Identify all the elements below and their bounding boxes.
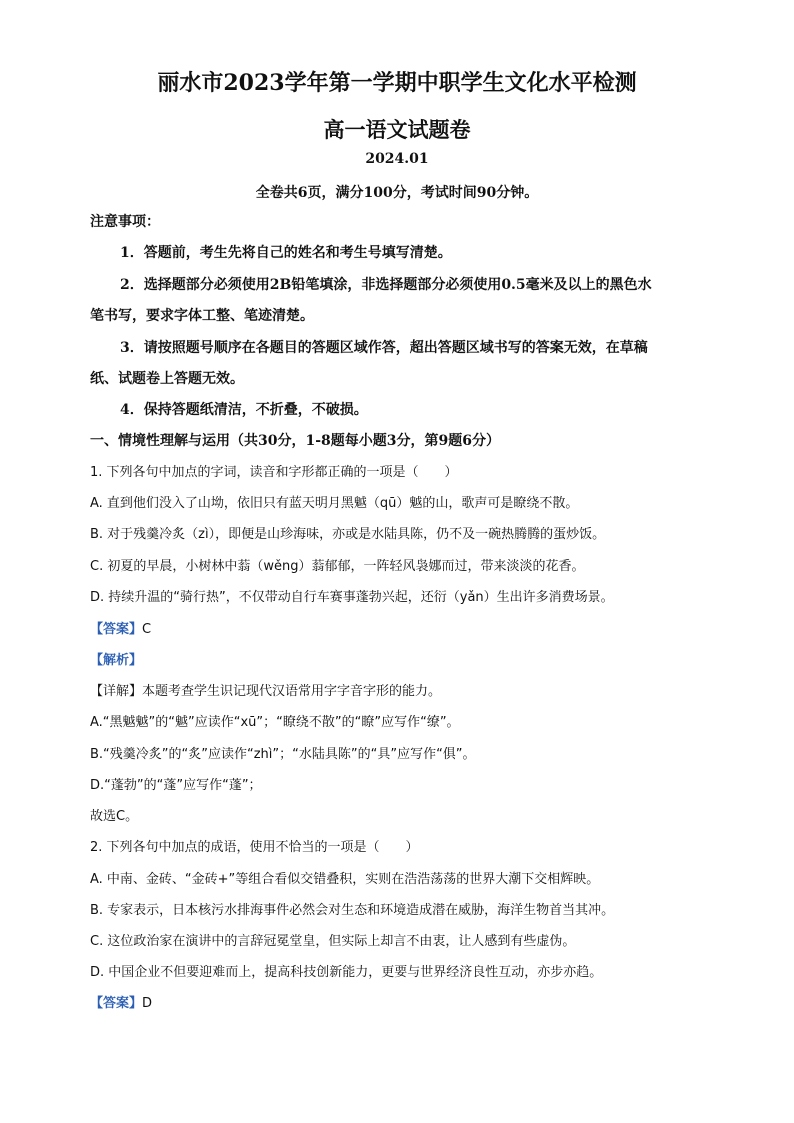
q2-option-d: D. 中国企业不但要迎难而上，提高科技创新能力，更要与世界经济良性互动，亦步亦趋。 — [90, 965, 603, 980]
exam-info: 全卷共6页，满分100分，考试时间90分钟。 — [255, 185, 539, 201]
q1-stem: 1. 下列各句中加点的字词，读音和字形都正确的一项是（ ） — [90, 465, 458, 480]
notice-item: 4．保持答题纸清洁，不折叠，不破损。 — [120, 402, 368, 418]
notice-item: 笔书写，要求字体工整、笔迹清楚。 — [90, 308, 314, 324]
q1-answer — [90, 620, 730, 640]
answer-value: C — [142, 622, 152, 637]
exam-date: 2024.01 — [365, 151, 429, 167]
q1-option-c: C. 初夏的早晨，小树林中蓊（wěng）蓊郁郁，一阵轻风袅娜而过，带来淡淡的花香。 — [90, 559, 585, 574]
q1-analysis-line: A.“黑魆魆”的“魆”应读作“xū”；“瞭绕不散”的“瞭”应写作“缭”。 — [90, 715, 460, 730]
detail-text: 本题考查学生识记现代汉语常用字字音字形的能力。 — [142, 684, 442, 699]
notice-heading: 注意事项： — [90, 214, 160, 230]
section-heading: 一、情境性理解与运用（共30分，1-8题每小题3分，第9题6分） — [90, 433, 500, 449]
notice-item: 1．答题前，考生先将自己的姓名和考生号填写清楚。 — [120, 245, 452, 261]
q2-option-b: B. 专家表示，日本核污水排海事件必然会对生态和环境造成潜在威胁，海洋生物首当其冲。 — [90, 903, 615, 918]
q1-option-d: D. 持续升温的“骑行热”，不仅带动自行车赛事蓬勃兴起，还衍（yǎn）生出许多消费场景。 — [90, 590, 614, 605]
q1-option-a: A. 直到他们没入了山坳，依旧只有蓝天明月黑魆（qū）魆的山，歌声可是瞭绕不散。 — [90, 496, 579, 511]
q1-analysis — [90, 651, 730, 671]
q1-detail — [90, 682, 730, 702]
q2-stem: 2. 下列各句中加点的成语，使用不恰当的一项是（ ） — [90, 840, 419, 855]
answer-tag: 【答案】 — [90, 622, 143, 637]
notice-item: 3．请按照题号顺序在各题目的答题区域作答，超出答题区域书写的答案无效，在草稿 — [120, 340, 648, 356]
q2-answer — [90, 994, 730, 1014]
exam-subtitle: 高一语文试题卷 — [323, 117, 471, 142]
q2-option-c: C. 这位政治家在演讲中的言辞冠冕堂皇，但实际上却言不由衷，让人感到有些虚伪。 — [90, 934, 576, 949]
q1-analysis-line: B.“残羹冷炙”的“炙”应读作“zhì”；“水陆具陈”的“具”应写作“俱”。 — [90, 747, 476, 762]
analysis-tag: 【解析】 — [90, 653, 143, 668]
q1-analysis-line: D.“蓬勃”的“蓬”应写作“蓬”； — [90, 778, 262, 793]
exam-title: 丽水市2023学年第一学期中职学生文化水平检测 — [157, 70, 637, 96]
q1-analysis-line: 故选C。 — [90, 809, 139, 824]
notice-item: 纸、试题卷上答题无效。 — [90, 371, 244, 387]
detail-tag: 【详解】 — [90, 684, 143, 699]
notice-item: 2．选择题部分必须使用2B铅笔填涂，非选择题部分必须使用0.5毫米及以上的黑色水 — [120, 277, 652, 293]
answer-value: D — [142, 996, 153, 1011]
q2-option-a: A. 中南、金砖、“金砖+”等组合看似交错叠积，实则在浩浩荡荡的世界大潮下交相辉映。 — [90, 872, 600, 887]
answer-tag: 【答案】 — [90, 996, 143, 1011]
q1-option-b: B. 对于残羹冷炙（zì），即便是山珍海味，亦或是水陆具陈，仍不及一碗热腾腾的蛋炒饭。 — [90, 527, 606, 542]
